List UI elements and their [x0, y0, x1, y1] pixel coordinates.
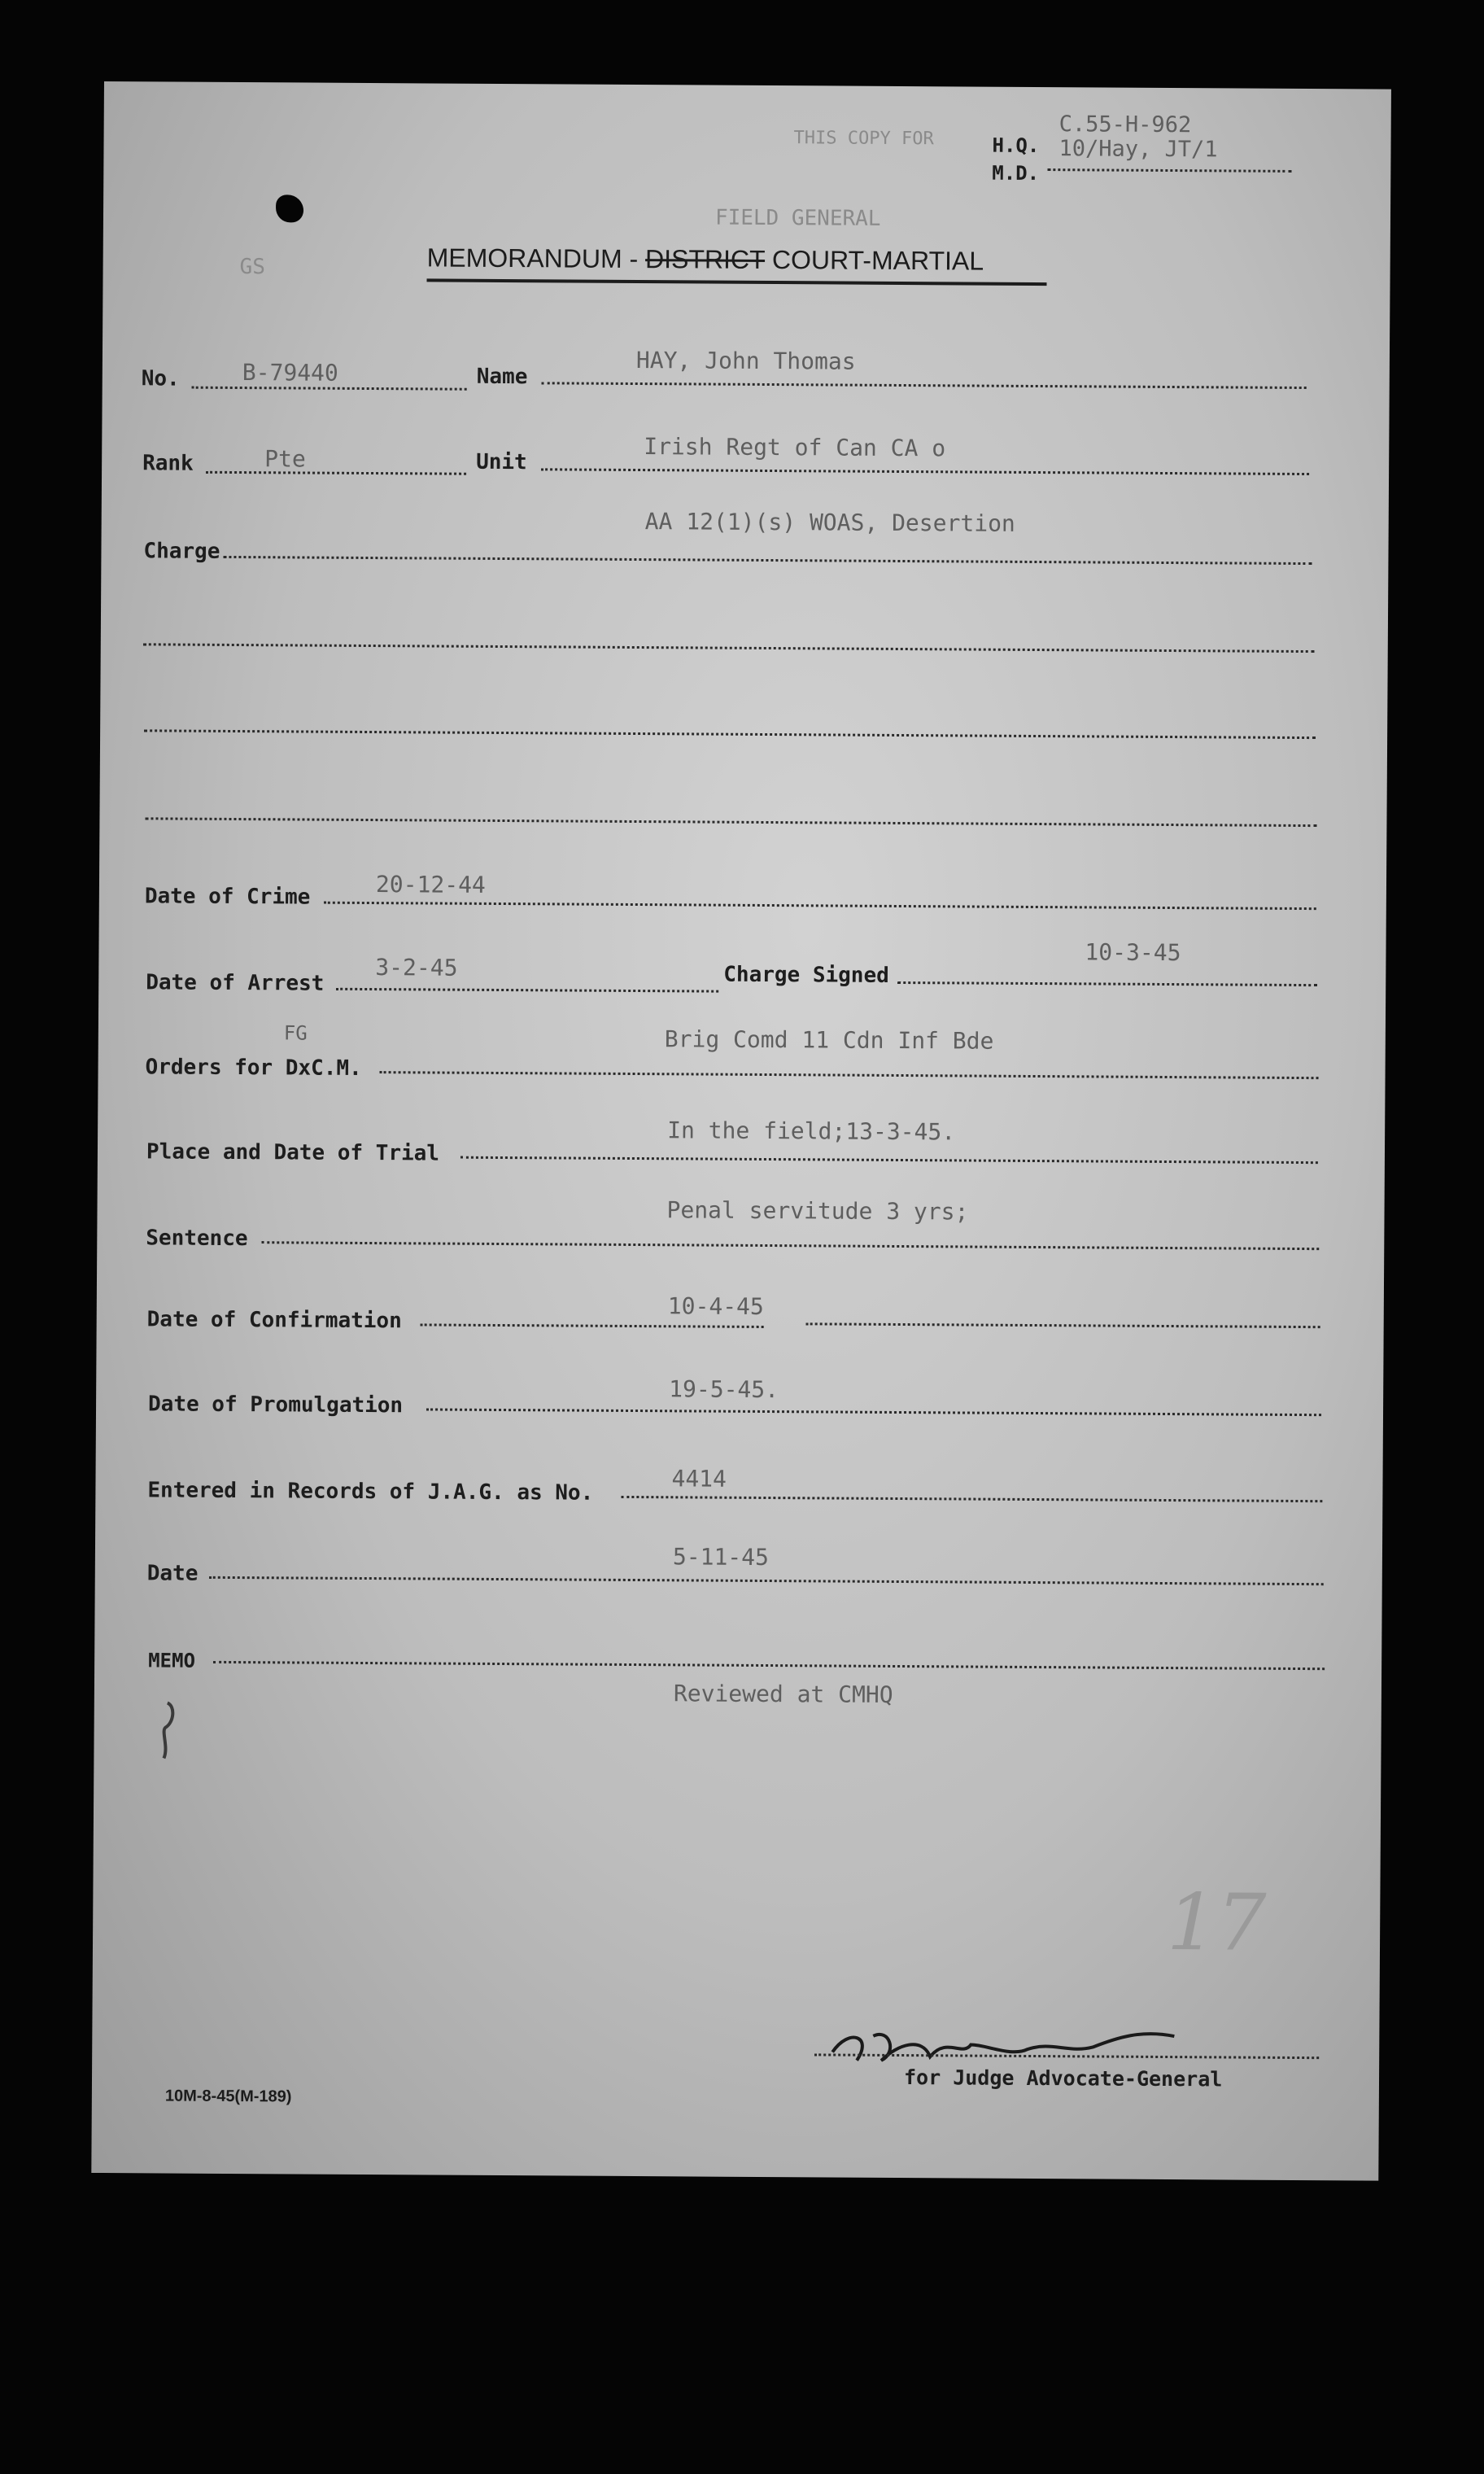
handwritten-tick-mark — [151, 1698, 183, 1763]
sentence-value: Penal servitude 3 yrs; — [666, 1196, 969, 1226]
unit-dotted-line — [541, 468, 1309, 475]
jag-records-label: Entered in Records of J.A.G. as No. — [147, 1478, 594, 1506]
jag-records-dotted-line — [621, 1496, 1322, 1502]
name-dotted-line — [542, 382, 1307, 389]
md-dotted-line — [1047, 168, 1291, 173]
charge-signed-label: Charge Signed — [723, 962, 889, 988]
charge-value: AA 12(1)(s) WOAS, Desertion — [644, 508, 1015, 537]
name-value: HAY, John Thomas — [635, 347, 856, 375]
unit-value: Irish Regt of Can CA o — [644, 433, 946, 462]
form-number: 10M-8-45(M-189) — [164, 2087, 292, 2106]
name-label: Name — [476, 364, 528, 390]
orders-for-dotted-line — [380, 1071, 1319, 1079]
jag-records-value: 4414 — [671, 1465, 727, 1493]
date-promulgation-label: Date of Promulgation — [147, 1392, 404, 1418]
date-label: Date — [146, 1561, 199, 1586]
charge-extra-line-2 — [144, 729, 1316, 739]
date-promulgation-dotted-line — [426, 1408, 1321, 1416]
title-court-martial: COURT-MARTIAL — [771, 245, 984, 276]
orders-for-label: Orders for DxC.M. — [145, 1055, 362, 1081]
memo-value: Reviewed at CMHQ — [673, 1680, 893, 1708]
charge-dotted-line — [223, 556, 1312, 565]
rank-label: Rank — [142, 451, 194, 476]
page-mark: 17 — [1166, 1877, 1267, 1969]
inserted-field-general: FIELD GENERAL — [714, 205, 881, 231]
date-of-crime-dotted-line — [324, 902, 1316, 910]
charge-signed-value: 10-3-45 — [1085, 938, 1181, 967]
memo-dotted-line — [213, 1661, 1325, 1670]
date-of-arrest-label: Date of Arrest — [146, 970, 325, 996]
md-label: M.D. — [992, 161, 1040, 186]
charge-extra-line-3 — [145, 817, 1316, 827]
copy-for-stamp: THIS COPY FOR — [793, 128, 934, 150]
file-reference: 10/Hay, JT/1 — [1058, 136, 1218, 163]
no-dotted-line — [192, 387, 467, 391]
rank-dotted-line — [206, 471, 466, 475]
place-date-trial-label: Place and Date of Trial — [146, 1139, 440, 1166]
date-confirmation-extra-line — [806, 1322, 1320, 1328]
date-promulgation-value: 19-5-45. — [669, 1375, 779, 1404]
date-of-crime-value: 20-12-44 — [375, 871, 486, 898]
title-underline — [427, 278, 1047, 286]
file-number: C.55-H-962 — [1058, 111, 1192, 138]
memorandum-sheet — [91, 81, 1391, 2181]
date-of-crime-label: Date of Crime — [144, 884, 311, 910]
no-label: No. — [141, 366, 180, 391]
charge-signed-dotted-line — [897, 981, 1317, 986]
hq-label: H.Q. — [992, 133, 1040, 158]
memo-label: MEMO — [148, 1649, 196, 1672]
no-value: B-79440 — [242, 359, 338, 387]
date-confirmation-dotted-line — [421, 1323, 764, 1328]
place-date-trial-value: In the field;13-3-45. — [667, 1117, 956, 1146]
date-confirmation-label: Date of Confirmation — [146, 1307, 402, 1334]
charge-extra-line-1 — [143, 643, 1315, 653]
title-struck-district: DISTRICT — [644, 244, 766, 274]
date-of-arrest-dotted-line — [336, 988, 718, 993]
unit-label: Unit — [476, 449, 527, 475]
date-confirmation-value: 10-4-45 — [667, 1292, 764, 1320]
date-value: 5-11-45 — [672, 1543, 770, 1571]
place-date-trial-dotted-line — [460, 1156, 1318, 1164]
sentence-label: Sentence — [146, 1226, 248, 1252]
orders-for-value: Brig Comd 11 Cdn Inf Bde — [664, 1025, 994, 1055]
title-memorandum: MEMORANDUM - — [426, 243, 639, 274]
charge-label: Charge — [143, 539, 220, 564]
gs-mark: GS — [239, 255, 266, 280]
sentence-dotted-line — [261, 1241, 1319, 1250]
rank-value: Pte — [264, 445, 306, 473]
orders-for-insert: FG — [283, 1021, 308, 1045]
signature-caption: for Judge Advocate-General — [903, 2065, 1223, 2092]
date-dotted-line — [209, 1576, 1324, 1585]
punch-hole — [276, 195, 303, 222]
form-title — [427, 243, 984, 276]
date-of-arrest-value: 3-2-45 — [375, 954, 458, 981]
